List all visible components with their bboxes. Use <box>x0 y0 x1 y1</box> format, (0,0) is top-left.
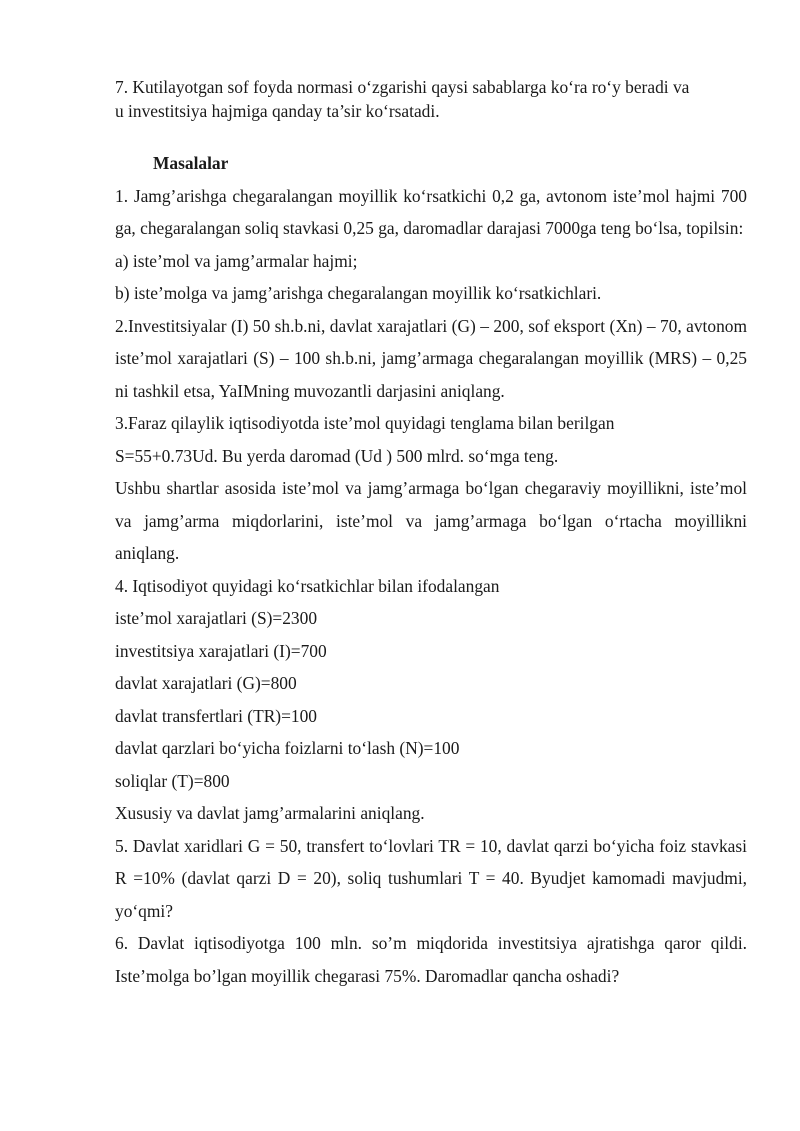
problem-3-task: Ushbu shartlar asosida iste’mol va jamg’armaga bo‘lgan chegaraviy moyillikni, iste’mol va jamg’arma miqdorlarini, iste’mol va jamg’armaga bo‘lgan o‘rtacha moyillikni aniqlang. <box>115 478 747 563</box>
document-page <box>115 75 747 992</box>
problem-4-investment: investitsiya xarajatlari (I)=700 <box>115 640 327 661</box>
problem-4-debt-interest: davlat qarzlari bo‘yicha foizlarni to‘lash (N)=100 <box>115 738 460 758</box>
problem-5-text: 5. Davlat xaridlari G = 50, transfert to‘lovlari TR = 10, davlat qarzi bo‘yicha foiz stavkasi R =10% (davlat qarzi D = 20), soliq tushumlari T = 40. Byudjet kamomadi mavjudmi, yo‘qmi? <box>115 835 747 921</box>
problem-4-government-spending: davlat xarajatlari (G)=800 <box>115 673 297 693</box>
problem-2-text: 2.Investitsiyalar (I) 50 sh.b.ni, davlat xarajatlari (G) – 200, sof eksport (Xn) – 70, avtonom iste’mol xarajatlari (S) – 100 sh.b.ni, jamg’armaga chegaralangan moyillik (MRS) – 0,25 ni tashkil etsa, YaIMning muvozantli darjasini aniqlang. <box>115 315 747 401</box>
problem-1-item-b: b) iste’molga va jamg’arishga chegaralangan moyillik ko‘rsatkichlari. <box>115 283 602 303</box>
problem-1-item-a: a) iste’mol va jamg’armalar hajmi; <box>115 250 358 271</box>
problem-4-transfers: davlat transfertlari (TR)=100 <box>115 705 317 726</box>
problem-4-consumption: iste’mol xarajatlari (S)=2300 <box>115 608 318 628</box>
problem-4-task: Xususiy va davlat jamg’armalarini aniqlang. <box>115 803 425 823</box>
problem-3-equation: S=55+0.73Ud. Bu yerda daromad (Ud ) 500 mlrd. so‘mga teng. <box>115 445 559 466</box>
problem-6-text: 6. Davlat iqtisodiyotga 100 mln. so’m miqdorida investitsiya ajratishga qaror qildi. Iste’molga bo’lgan moyillik chegarasi 75%. Daromadlar qancha oshadi? <box>115 933 747 986</box>
question-7-line-1: 7. Kutilayotgan sof foyda normasi o‘zgarishi qaysi sabablarga ko‘ra ro‘y beradi va <box>115 77 690 97</box>
problem-1-text: 1. Jamg’arishga chegaralangan moyillik ko‘rsatkichi 0,2 ga, avtonom iste’mol hajmi 700 ga, chegaralangan soliq stavkasi 0,25 ga, daromadlar darajasi 7000ga teng bo‘lsa, topilsin: <box>115 185 747 238</box>
question-7-line-2: u investitsiya hajmiga qanday ta’sir ko‘rsatadi. <box>115 101 440 121</box>
section-heading: Masalalar <box>153 153 229 173</box>
problem-4-text: 4. Iqtisodiyot quyidagi ko‘rsatkichlar bilan ifodalangan <box>115 575 500 596</box>
problem-4-taxes: soliqlar (T)=800 <box>115 770 230 791</box>
problem-3-text: 3.Faraz qilaylik iqtisodiyotda iste’mol quyidagi tenglama bilan berilgan <box>115 413 615 433</box>
